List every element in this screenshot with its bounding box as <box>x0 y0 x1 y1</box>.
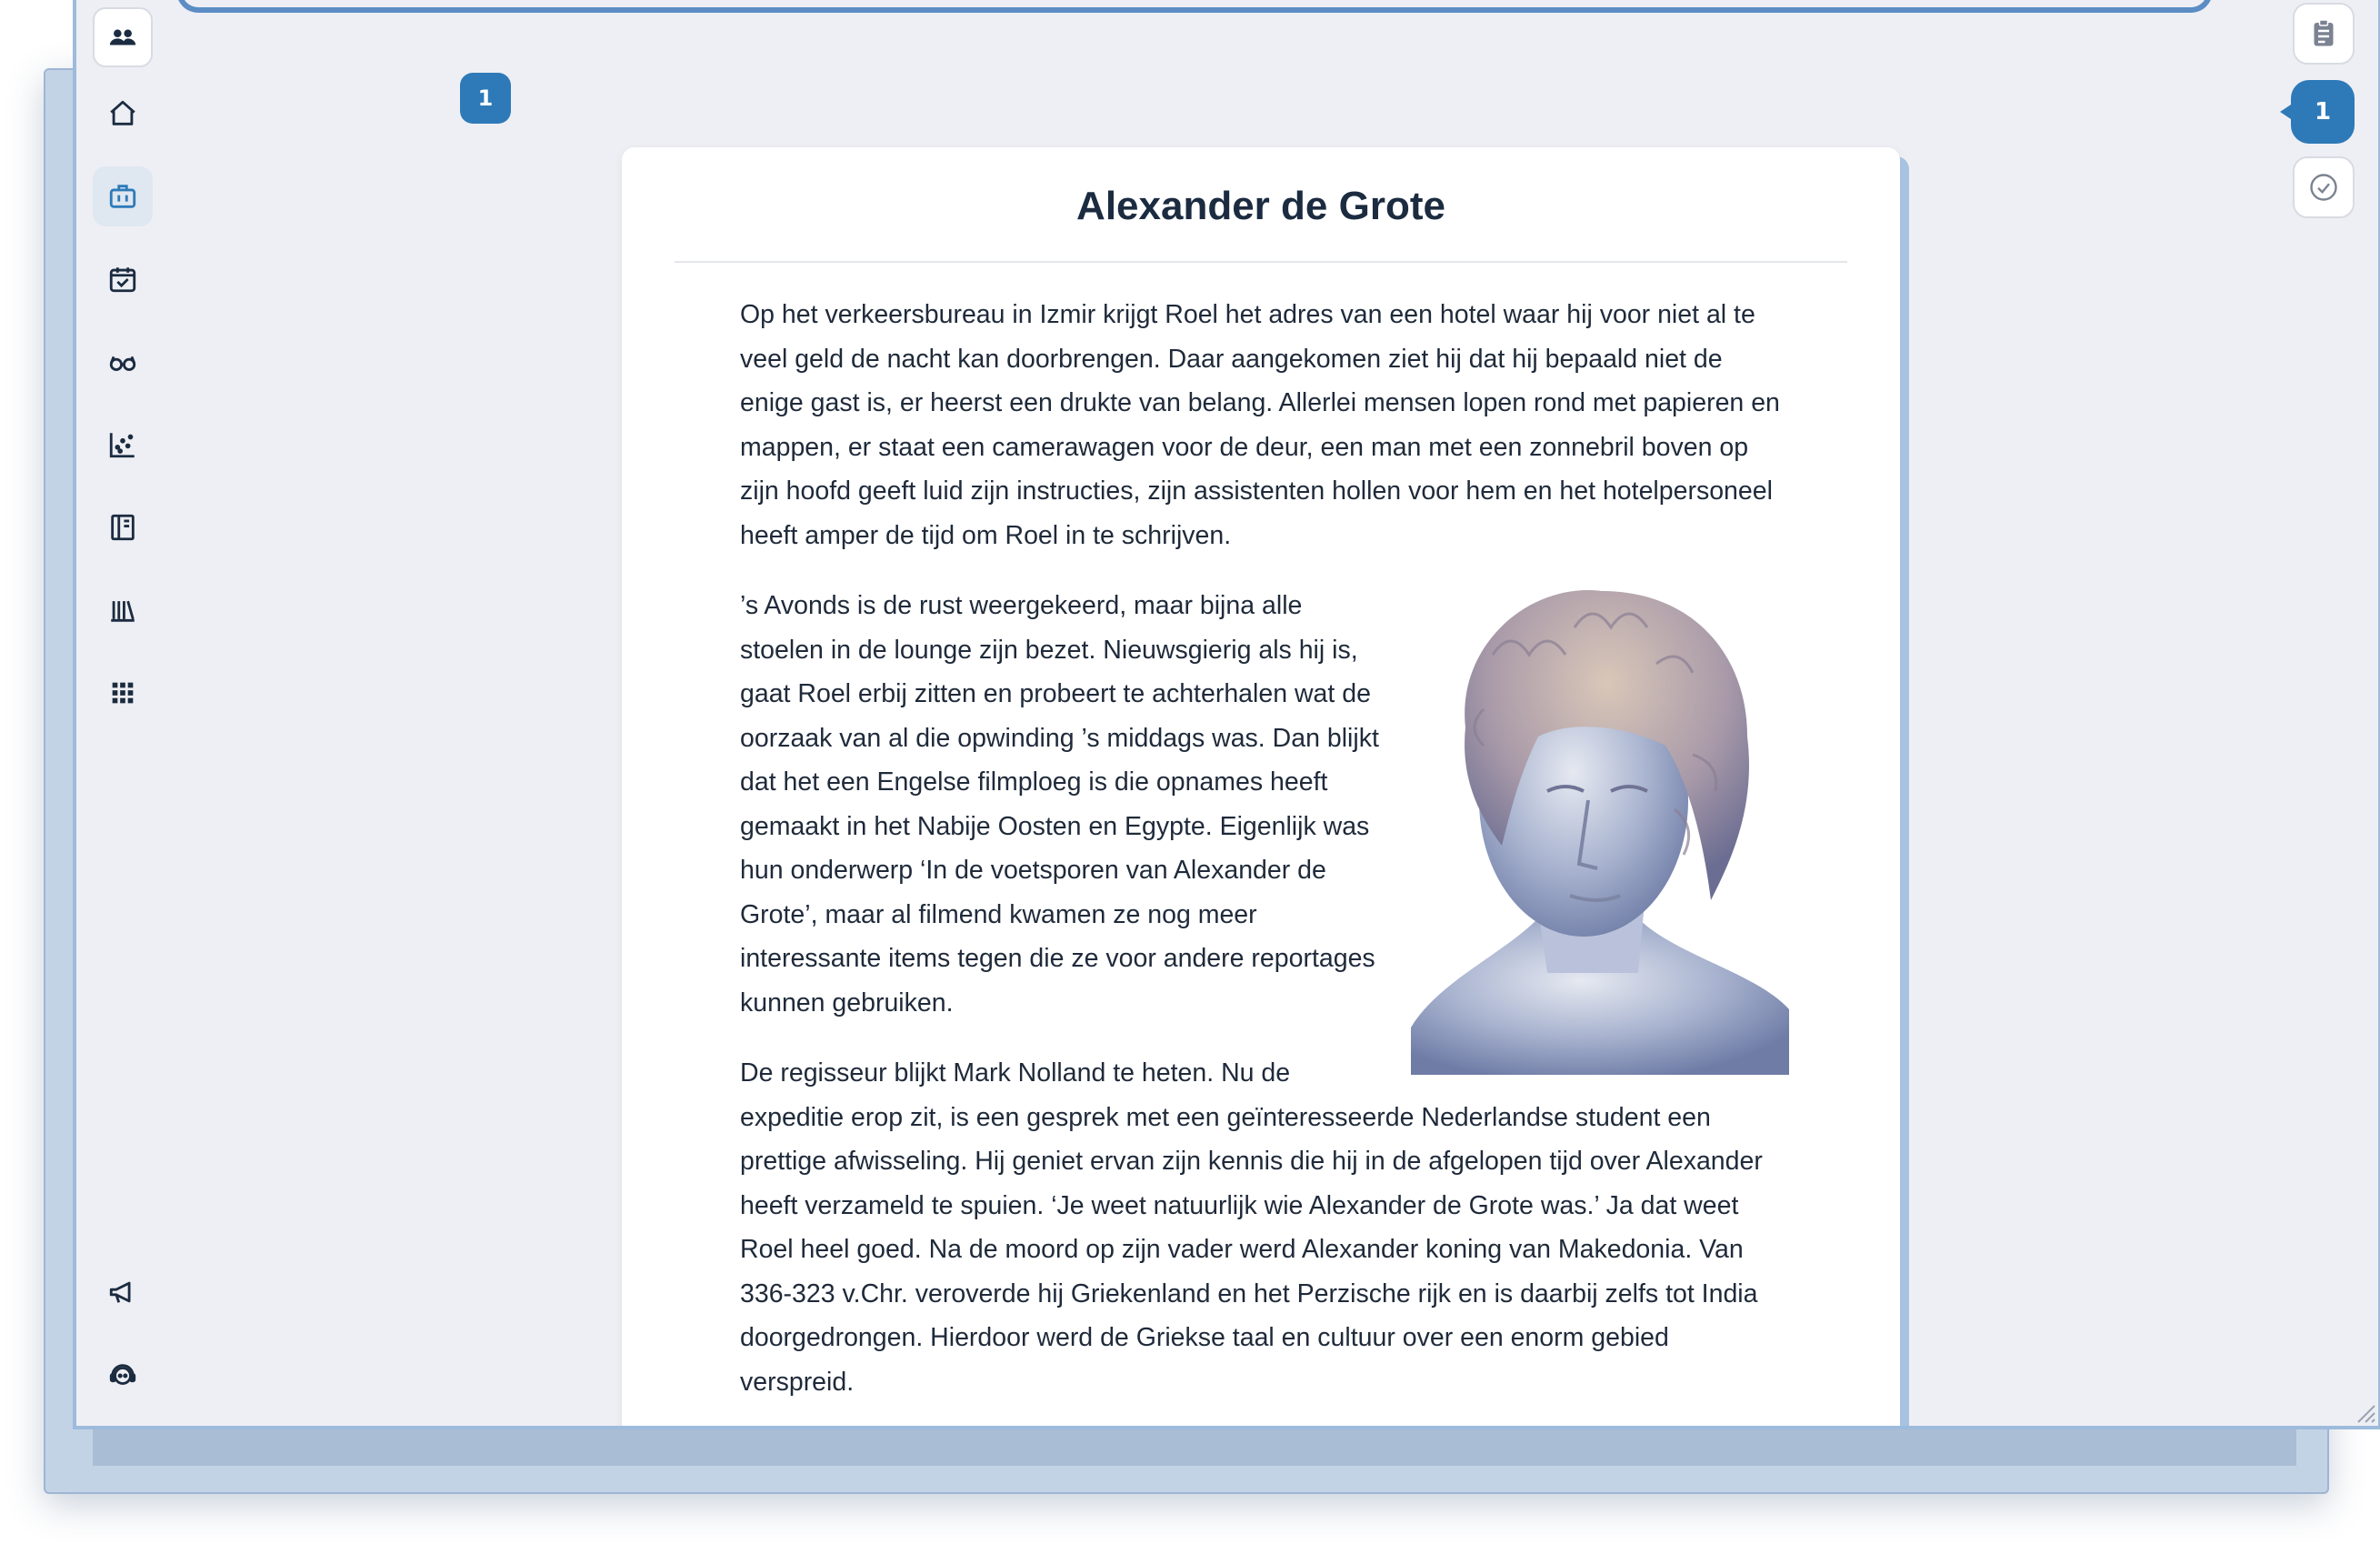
glasses-button[interactable] <box>93 332 153 392</box>
book-bookmark-icon <box>107 512 138 543</box>
scatter-chart-button[interactable] <box>93 415 153 475</box>
library-icon <box>107 595 138 626</box>
book-bookmark-button[interactable] <box>93 497 153 557</box>
check-button[interactable] <box>2293 156 2355 218</box>
title-divider <box>675 261 1847 263</box>
apps-grid-button[interactable] <box>93 663 153 723</box>
briefcase-icon <box>107 181 138 212</box>
grid-icon <box>107 677 138 708</box>
main-window <box>73 0 2380 1429</box>
window-top-accent <box>176 0 2213 13</box>
calendar-check-icon <box>107 264 138 295</box>
check-circle-icon <box>2307 171 2340 204</box>
document-title: Alexander de Grote <box>1076 184 1445 228</box>
megaphone-icon <box>107 1277 138 1308</box>
page-counter-badge[interactable]: 1 <box>460 73 511 124</box>
glasses-icon <box>107 346 138 377</box>
briefcase-button[interactable] <box>93 166 153 226</box>
resize-grip-icon[interactable] <box>2353 1400 2376 1424</box>
left-nav-rail <box>76 0 171 1426</box>
clipboard-button[interactable] <box>2293 3 2355 65</box>
support-button[interactable] <box>93 1346 153 1406</box>
document-body <box>740 293 1785 1429</box>
alexander-bust-image <box>1402 573 1789 1075</box>
announcements-button[interactable] <box>93 1262 153 1322</box>
home-button[interactable] <box>93 84 153 144</box>
document-paragraph: De regisseur blijkt Mark Nolland te heten. Nu de expeditie erop zit, is een gesprek met een geïnteresseerde Nederlandse student een prettige afwisseling. Hij geniet ervan zijn kennis die hij in de afgelopen tijd over Alexander heeft verzameld te spuien. ‘Je weet natuurlijk wie Alexander de Grote was.’ Ja dat weet Roel heel goed. Na de moord op zijn vader werd Alexander koning van Makedonia. Van 336-323 v.Chr. veroverde hij Griekenland en het Perzische rijk en is daarbij zelfs tot India doorgedrongen. Hierdoor werd de Griekse taal en cultuur over een enorm gebied verspreid. <box>740 1058 1763 1397</box>
scatter-chart-icon <box>107 429 138 460</box>
document-card <box>622 147 1900 1429</box>
support-agent-icon <box>107 1360 138 1391</box>
document-paragraph: ’s Avonds is de rust weergekeerd, maar bijna alle stoelen in de lounge zijn bezet. Nieuwsgierig als hij is, gaat Roel erbij zitten en probeert te achterhalen wat de oorzaak van al die opwinding ’s middags was. Dan blijkt dat het een Engelse filmploeg is die opnames heeft gemaakt in het Nabije Oosten en Egypte. Eigenlijk was hun onderwerp ‘In de voetsporen van Alexander de Grote’, maar al filmend kwamen ze nog meer interessante items tegen die ze voor andere reportages kunnen gebruiken. <box>740 591 1379 1018</box>
library-button[interactable] <box>93 580 153 640</box>
calendar-check-button[interactable] <box>93 249 153 309</box>
users-button[interactable] <box>93 7 153 67</box>
home-icon <box>107 98 138 129</box>
document-paragraph: Op het verkeersbureau in Izmir krijgt Roel het adres van een hotel waar hij voor niet al te veel geld de nacht kan doorbrengen. Daar aangekomen ziet hij dat hij bepaald niet de enige gast is, er heerst een drukte van belang. Allerlei mensen lopen rond met papieren en mappen, er staat een camerawagen voor de deur, een man met een zonnebril boven op zijn hoofd geeft luid zijn instructies, zijn assistenten hollen voor hem en het hotelpersoneel heeft amper de tijd om Roel in te schrijven. <box>740 300 1780 550</box>
users-icon <box>107 22 138 53</box>
notes-count-badge[interactable]: 1 <box>2291 80 2355 144</box>
clipboard-icon <box>2307 17 2340 50</box>
